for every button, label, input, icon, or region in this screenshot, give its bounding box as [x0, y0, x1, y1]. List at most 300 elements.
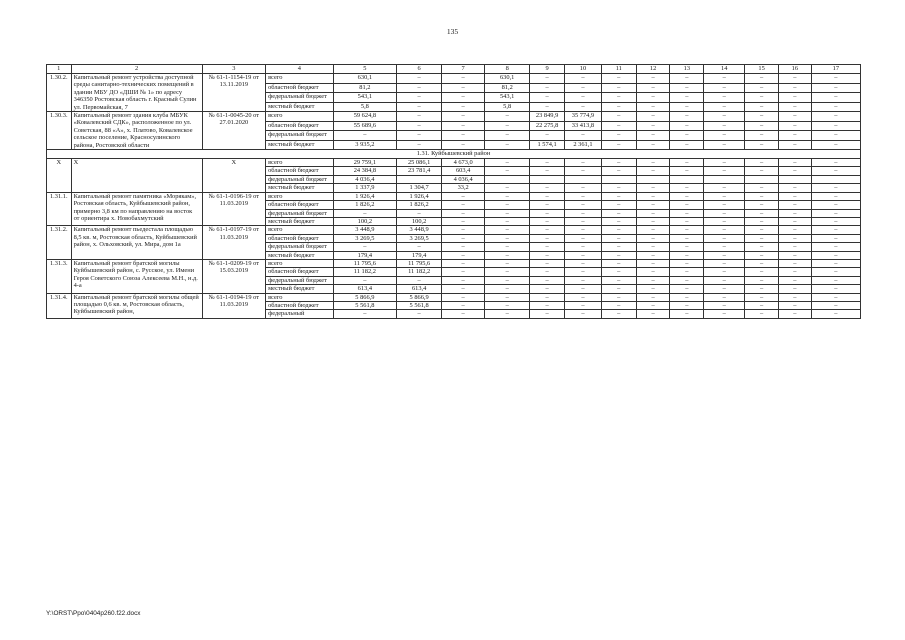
column-number-header: 2: [71, 65, 202, 74]
amount-cell: –: [636, 234, 670, 242]
funding-source: всего: [266, 259, 334, 267]
amount-cell: [778, 175, 811, 183]
amount-cell: –: [397, 243, 442, 251]
amount-cell: –: [670, 234, 704, 242]
amount-cell: –: [530, 217, 565, 225]
document-reference: № 61-1-1154-19 от 13.11.2019: [202, 74, 265, 112]
amount-cell: 5,8: [485, 102, 530, 112]
item-description: X: [71, 159, 202, 193]
amount-cell: –: [601, 102, 636, 112]
amount-cell: –: [485, 268, 530, 276]
funding-source: областной бюджет: [266, 301, 334, 309]
amount-cell: –: [565, 201, 602, 209]
amount-cell: –: [485, 121, 530, 131]
amount-cell: –: [636, 102, 670, 112]
amount-cell: –: [333, 209, 396, 217]
amount-cell: 5 561,8: [333, 301, 396, 309]
amount-cell: –: [704, 201, 745, 209]
amount-cell: [601, 175, 636, 183]
amount-cell: –: [565, 131, 602, 141]
amount-cell: 11 795,6: [397, 259, 442, 267]
amount-cell: –: [811, 310, 860, 318]
amount-cell: –: [530, 285, 565, 293]
amount-cell: –: [530, 268, 565, 276]
amount-cell: [530, 175, 565, 183]
table-row: [47, 112, 861, 122]
amount-cell: –: [704, 159, 745, 167]
amount-cell: –: [530, 251, 565, 259]
funding-source: федеральный бюджет: [266, 243, 334, 251]
amount-cell: –: [565, 243, 602, 251]
amount-cell: –: [811, 226, 860, 234]
amount-cell: –: [636, 243, 670, 251]
amount-cell: –: [530, 159, 565, 167]
amount-cell: –: [485, 243, 530, 251]
column-number-header: 6: [397, 65, 442, 74]
amount-cell: –: [442, 102, 485, 112]
amount-cell: –: [485, 293, 530, 301]
amount-cell: 100,2: [333, 217, 396, 225]
amount-cell: –: [485, 112, 530, 122]
amount-cell: –: [565, 102, 602, 112]
amount-cell: –: [811, 83, 860, 93]
amount-cell: –: [778, 251, 811, 259]
amount-cell: –: [811, 209, 860, 217]
amount-cell: –: [485, 251, 530, 259]
amount-cell: –: [670, 310, 704, 318]
amount-cell: –: [485, 234, 530, 242]
funding-source: всего: [266, 159, 334, 167]
column-number-header: 10: [565, 65, 602, 74]
amount-cell: [636, 175, 670, 183]
amount-cell: –: [601, 74, 636, 84]
amount-cell: –: [704, 251, 745, 259]
amount-cell: –: [745, 159, 779, 167]
table-row: [47, 159, 861, 167]
amount-cell: 25 086,1: [397, 159, 442, 167]
amount-cell: –: [745, 74, 779, 84]
amount-cell: –: [704, 192, 745, 200]
amount-cell: –: [565, 276, 602, 284]
funding-source: областной бюджет: [266, 167, 334, 175]
amount-cell: 55 689,6: [333, 121, 396, 131]
amount-cell: –: [530, 310, 565, 318]
amount-cell: –: [442, 310, 485, 318]
amount-cell: –: [636, 192, 670, 200]
funding-source: федеральный бюджет: [266, 276, 334, 284]
amount-cell: –: [704, 243, 745, 251]
amount-cell: –: [811, 159, 860, 167]
amount-cell: –: [636, 121, 670, 131]
amount-cell: 5 866,9: [397, 293, 442, 301]
amount-cell: –: [704, 259, 745, 267]
amount-cell: 603,4: [442, 167, 485, 175]
amount-cell: –: [601, 217, 636, 225]
amount-cell: –: [745, 167, 779, 175]
amount-cell: –: [442, 93, 485, 103]
amount-cell: –: [530, 234, 565, 242]
item-number: 1.31.2.: [47, 226, 72, 260]
amount-cell: 4 036,4: [442, 175, 485, 183]
amount-cell: –: [778, 93, 811, 103]
amount-cell: –: [442, 201, 485, 209]
amount-cell: –: [636, 83, 670, 93]
amount-cell: –: [530, 74, 565, 84]
amount-cell: –: [670, 131, 704, 141]
amount-cell: –: [670, 112, 704, 122]
amount-cell: [704, 175, 745, 183]
amount-cell: 59 624,8: [333, 112, 396, 122]
amount-cell: –: [745, 201, 779, 209]
amount-cell: –: [704, 285, 745, 293]
amount-cell: –: [601, 112, 636, 122]
amount-cell: 5,8: [333, 102, 396, 112]
amount-cell: –: [745, 268, 779, 276]
document-reference: № 61-1-0045-20 от 27.01.2020: [202, 112, 265, 150]
amount-cell: –: [530, 276, 565, 284]
amount-cell: 24 384,8: [333, 167, 396, 175]
amount-cell: –: [397, 121, 442, 131]
amount-cell: –: [745, 310, 779, 318]
amount-cell: –: [565, 234, 602, 242]
item-number: 1.31.1.: [47, 192, 72, 226]
amount-cell: –: [704, 268, 745, 276]
amount-cell: –: [442, 83, 485, 93]
amount-cell: –: [485, 226, 530, 234]
column-number-header: 3: [202, 65, 265, 74]
amount-cell: –: [704, 140, 745, 150]
amount-cell: –: [778, 226, 811, 234]
amount-cell: –: [565, 285, 602, 293]
amount-cell: –: [636, 184, 670, 192]
document-reference: № 61-1-0209-19 от 15.03.2019: [202, 259, 265, 293]
amount-cell: –: [485, 184, 530, 192]
amount-cell: –: [811, 285, 860, 293]
amount-cell: 22 275,8: [530, 121, 565, 131]
amount-cell: –: [670, 293, 704, 301]
item-description: Капитальный ремонт устройства доступной среды санитарно-технических помещений в здании МБУ ДО «ДШИ № 1» по адресу 346350 Ростовская область г. Красный Сулин ул. Первомайская, 7: [71, 74, 202, 112]
amount-cell: –: [811, 234, 860, 242]
amount-cell: –: [745, 251, 779, 259]
funding-source: всего: [266, 74, 334, 84]
amount-cell: –: [601, 268, 636, 276]
amount-cell: –: [397, 102, 442, 112]
amount-cell: –: [601, 167, 636, 175]
amount-cell: –: [397, 112, 442, 122]
amount-cell: –: [333, 310, 396, 318]
funding-source: всего: [266, 112, 334, 122]
amount-cell: –: [601, 209, 636, 217]
amount-cell: 81,2: [485, 83, 530, 93]
header-row: [47, 65, 861, 74]
amount-cell: –: [530, 201, 565, 209]
amount-cell: –: [485, 301, 530, 309]
amount-cell: –: [636, 217, 670, 225]
document-reference: № 61-1-0196-19 от 11.03.2019: [202, 192, 265, 226]
amount-cell: –: [485, 167, 530, 175]
amount-cell: –: [442, 268, 485, 276]
amount-cell: –: [670, 209, 704, 217]
amount-cell: 3 448,9: [397, 226, 442, 234]
amount-cell: –: [811, 276, 860, 284]
amount-cell: –: [778, 310, 811, 318]
amount-cell: –: [745, 93, 779, 103]
amount-cell: –: [530, 209, 565, 217]
amount-cell: 11 795,6: [333, 259, 396, 267]
amount-cell: –: [442, 209, 485, 217]
funding-source: местный бюджет: [266, 251, 334, 259]
amount-cell: 33 413,8: [565, 121, 602, 131]
amount-cell: 3 269,5: [397, 234, 442, 242]
amount-cell: 179,4: [397, 251, 442, 259]
amount-cell: –: [565, 167, 602, 175]
table-row: [47, 293, 861, 301]
amount-cell: –: [565, 217, 602, 225]
amount-cell: 1 574,1: [530, 140, 565, 150]
amount-cell: –: [565, 301, 602, 309]
amount-cell: –: [442, 192, 485, 200]
amount-cell: –: [397, 131, 442, 141]
amount-cell: –: [485, 209, 530, 217]
amount-cell: –: [670, 259, 704, 267]
funding-source: всего: [266, 192, 334, 200]
amount-cell: –: [442, 276, 485, 284]
amount-cell: –: [636, 209, 670, 217]
amount-cell: –: [442, 217, 485, 225]
amount-cell: –: [670, 243, 704, 251]
amount-cell: [485, 175, 530, 183]
amount-cell: –: [745, 217, 779, 225]
amount-cell: –: [811, 140, 860, 150]
amount-cell: –: [397, 276, 442, 284]
amount-cell: –: [397, 140, 442, 150]
amount-cell: –: [530, 243, 565, 251]
amount-cell: –: [778, 209, 811, 217]
amount-cell: –: [485, 131, 530, 141]
amount-cell: –: [811, 192, 860, 200]
amount-cell: –: [565, 209, 602, 217]
amount-cell: –: [811, 121, 860, 131]
amount-cell: [670, 175, 704, 183]
amount-cell: 179,4: [333, 251, 396, 259]
amount-cell: –: [778, 276, 811, 284]
amount-cell: –: [636, 259, 670, 267]
amount-cell: –: [670, 301, 704, 309]
amount-cell: –: [745, 293, 779, 301]
amount-cell: –: [745, 301, 779, 309]
item-description: Капитальный ремонт пьедестала площадью 8,5 кв. м, Ростовская область, Куйбышевский район, х. Ольховский, ул. Мира, дом 1а: [71, 226, 202, 260]
amount-cell: –: [670, 268, 704, 276]
column-number-header: 16: [778, 65, 811, 74]
amount-cell: –: [778, 285, 811, 293]
amount-cell: –: [745, 243, 779, 251]
amount-cell: –: [442, 226, 485, 234]
amount-cell: 1 926,4: [333, 192, 396, 200]
table-row: [47, 74, 861, 84]
amount-cell: –: [745, 209, 779, 217]
amount-cell: –: [704, 276, 745, 284]
amount-cell: 613,4: [333, 285, 396, 293]
funding-source: всего: [266, 293, 334, 301]
budget-table: [46, 64, 861, 319]
amount-cell: –: [601, 121, 636, 131]
amount-cell: –: [565, 159, 602, 167]
amount-cell: –: [745, 259, 779, 267]
amount-cell: –: [811, 251, 860, 259]
amount-cell: –: [333, 243, 396, 251]
amount-cell: –: [485, 201, 530, 209]
amount-cell: –: [530, 301, 565, 309]
amount-cell: 4 673,0: [442, 159, 485, 167]
amount-cell: –: [601, 131, 636, 141]
column-number-header: 5: [333, 65, 396, 74]
amount-cell: –: [601, 243, 636, 251]
amount-cell: 4 036,4: [333, 175, 396, 183]
amount-cell: –: [442, 74, 485, 84]
amount-cell: –: [565, 310, 602, 318]
amount-cell: –: [485, 217, 530, 225]
amount-cell: –: [745, 234, 779, 242]
amount-cell: –: [397, 310, 442, 318]
amount-cell: –: [778, 293, 811, 301]
amount-cell: –: [704, 217, 745, 225]
amount-cell: –: [530, 293, 565, 301]
funding-source: местный бюджет: [266, 140, 334, 150]
funding-source: местный бюджет: [266, 217, 334, 225]
amount-cell: –: [704, 112, 745, 122]
amount-cell: –: [601, 226, 636, 234]
amount-cell: –: [704, 131, 745, 141]
amount-cell: –: [601, 83, 636, 93]
amount-cell: –: [670, 285, 704, 293]
amount-cell: [745, 175, 779, 183]
amount-cell: 1 826,2: [333, 201, 396, 209]
amount-cell: –: [530, 131, 565, 141]
amount-cell: –: [530, 102, 565, 112]
amount-cell: –: [565, 93, 602, 103]
amount-cell: –: [670, 251, 704, 259]
amount-cell: –: [811, 131, 860, 141]
amount-cell: 1 926,4: [397, 192, 442, 200]
amount-cell: –: [670, 74, 704, 84]
amount-cell: 543,1: [333, 93, 396, 103]
amount-cell: –: [485, 285, 530, 293]
amount-cell: –: [601, 234, 636, 242]
amount-cell: [397, 175, 442, 183]
amount-cell: –: [636, 276, 670, 284]
amount-cell: –: [670, 102, 704, 112]
amount-cell: 5 561,8: [397, 301, 442, 309]
amount-cell: –: [565, 192, 602, 200]
amount-cell: –: [601, 285, 636, 293]
amount-cell: –: [636, 285, 670, 293]
funding-source: федеральный бюджет: [266, 175, 334, 183]
column-number-header: 15: [745, 65, 779, 74]
amount-cell: 543,1: [485, 93, 530, 103]
amount-cell: –: [442, 259, 485, 267]
amount-cell: –: [778, 83, 811, 93]
amount-cell: –: [397, 74, 442, 84]
amount-cell: –: [778, 234, 811, 242]
amount-cell: –: [485, 310, 530, 318]
table-row: [47, 259, 861, 267]
funding-source: местный бюджет: [266, 184, 334, 192]
amount-cell: –: [636, 74, 670, 84]
item-number: 1.31.3.: [47, 259, 72, 293]
funding-source: областной бюджет: [266, 83, 334, 93]
amount-cell: –: [778, 159, 811, 167]
column-number-header: 12: [636, 65, 670, 74]
amount-cell: –: [565, 259, 602, 267]
amount-cell: –: [704, 93, 745, 103]
amount-cell: –: [778, 201, 811, 209]
amount-cell: [811, 175, 860, 183]
item-number: 1.30.2.: [47, 74, 72, 112]
amount-cell: –: [333, 276, 396, 284]
funding-source: местный бюджет: [266, 102, 334, 112]
amount-cell: –: [530, 83, 565, 93]
amount-cell: –: [601, 93, 636, 103]
document-reference: № 61-1-0194-19 от 11.03.2019: [202, 293, 265, 318]
amount-cell: –: [670, 217, 704, 225]
amount-cell: –: [601, 310, 636, 318]
amount-cell: –: [704, 209, 745, 217]
amount-cell: –: [778, 74, 811, 84]
amount-cell: –: [811, 184, 860, 192]
amount-cell: 11 182,2: [397, 268, 442, 276]
amount-cell: –: [670, 121, 704, 131]
page-number: 135: [446, 27, 459, 36]
amount-cell: 33,2: [442, 184, 485, 192]
amount-cell: [565, 175, 602, 183]
amount-cell: –: [636, 301, 670, 309]
amount-cell: –: [670, 192, 704, 200]
amount-cell: –: [442, 243, 485, 251]
amount-cell: –: [811, 74, 860, 84]
amount-cell: –: [811, 259, 860, 267]
funding-source: федеральный: [266, 310, 334, 318]
amount-cell: –: [670, 276, 704, 284]
amount-cell: –: [565, 74, 602, 84]
amount-cell: –: [397, 93, 442, 103]
amount-cell: –: [745, 285, 779, 293]
amount-cell: –: [745, 121, 779, 131]
document-reference: X: [202, 159, 265, 193]
amount-cell: 23 781,4: [397, 167, 442, 175]
amount-cell: –: [601, 301, 636, 309]
amount-cell: –: [601, 251, 636, 259]
amount-cell: –: [636, 140, 670, 150]
amount-cell: –: [565, 268, 602, 276]
amount-cell: –: [704, 74, 745, 84]
column-number-header: 7: [442, 65, 485, 74]
table-row: [47, 192, 861, 200]
amount-cell: –: [636, 310, 670, 318]
amount-cell: –: [745, 192, 779, 200]
amount-cell: 5 866,9: [333, 293, 396, 301]
amount-cell: –: [778, 102, 811, 112]
amount-cell: –: [670, 184, 704, 192]
column-number-header: 8: [485, 65, 530, 74]
amount-cell: –: [704, 102, 745, 112]
amount-cell: –: [442, 140, 485, 150]
item-number: 1.31.4.: [47, 293, 72, 318]
amount-cell: –: [601, 192, 636, 200]
amount-cell: –: [670, 140, 704, 150]
amount-cell: –: [530, 259, 565, 267]
amount-cell: –: [811, 201, 860, 209]
amount-cell: 35 774,9: [565, 112, 602, 122]
